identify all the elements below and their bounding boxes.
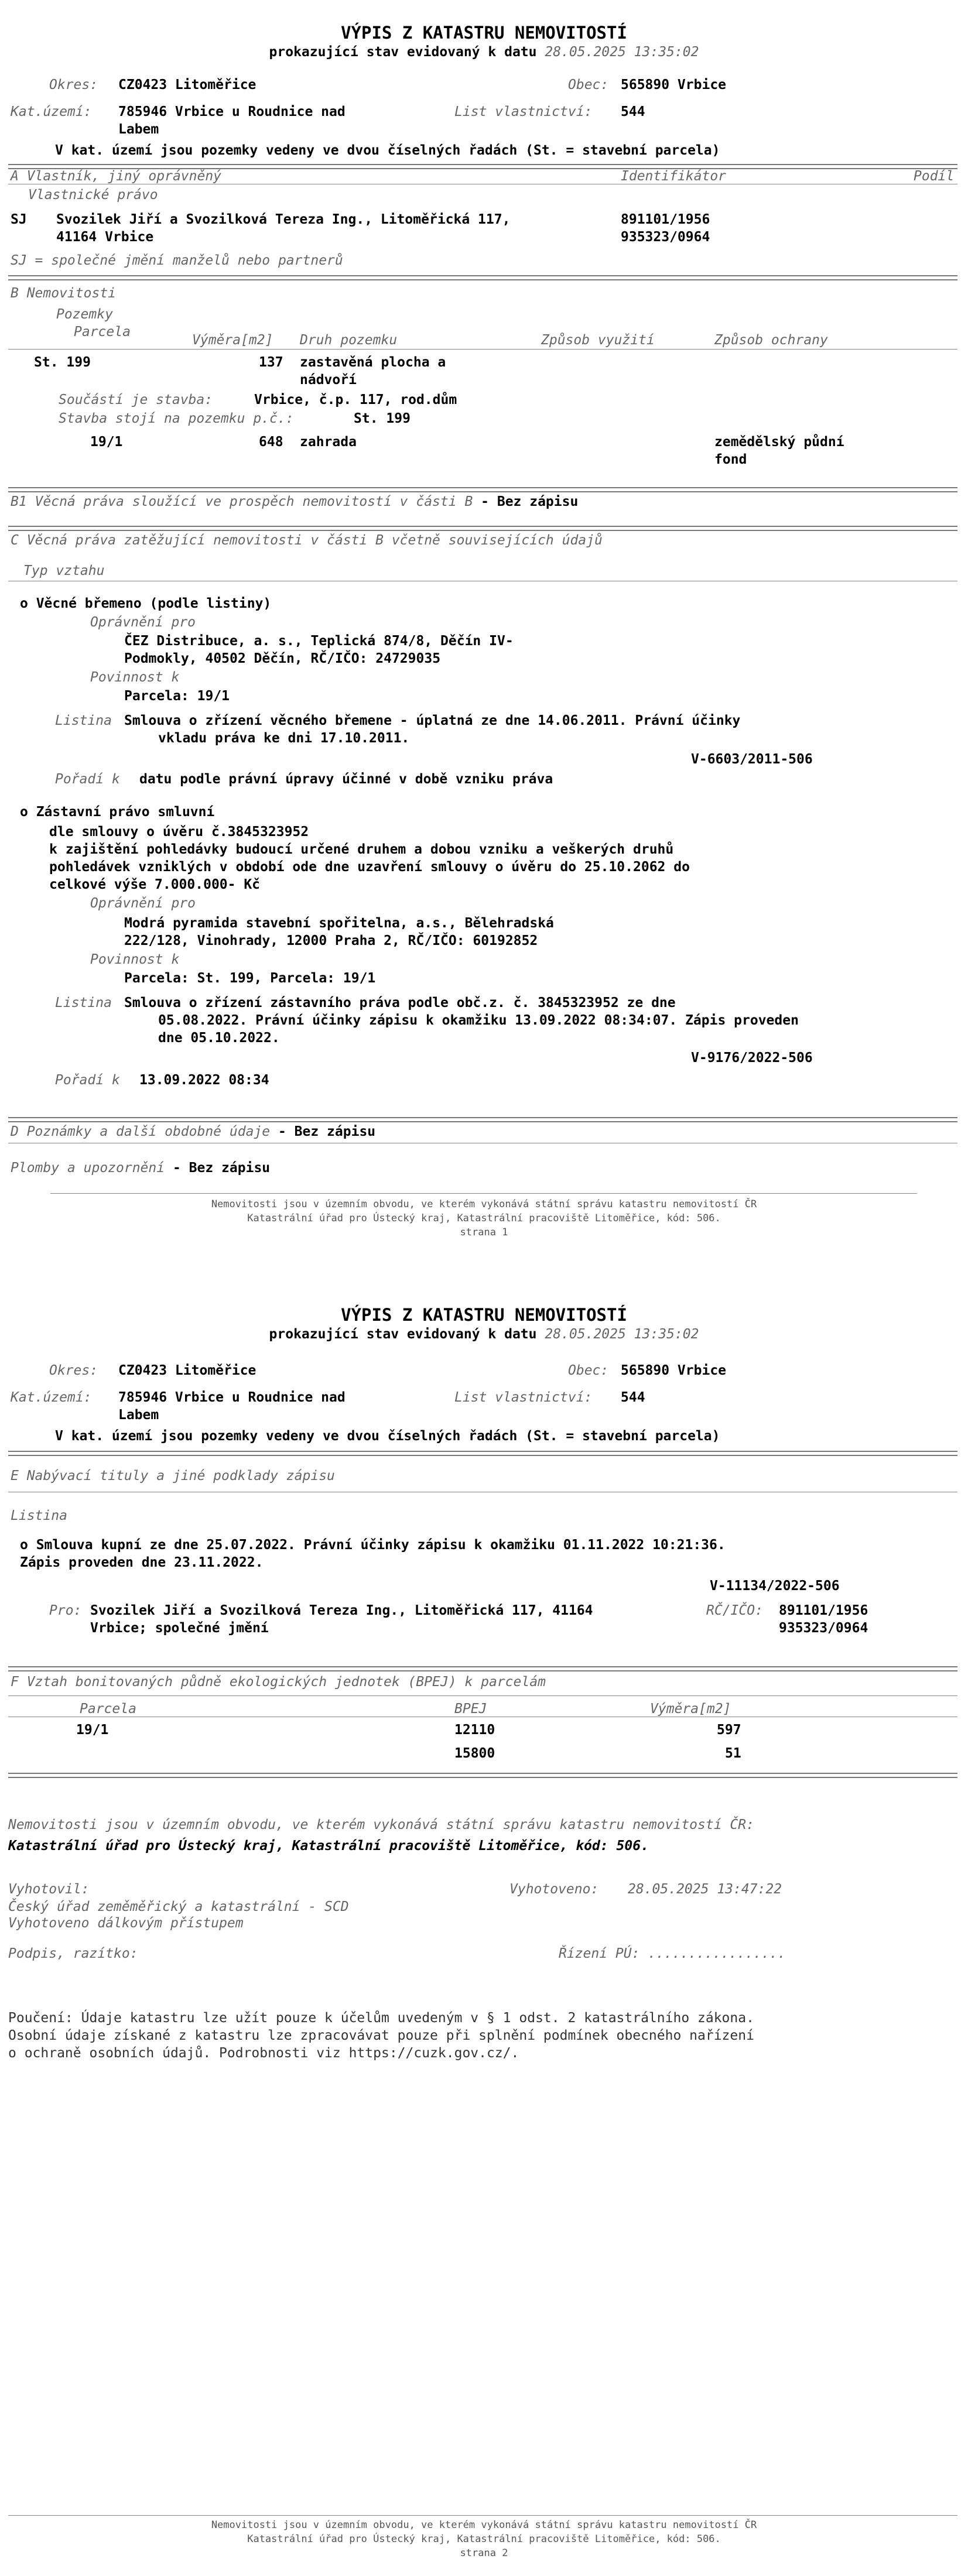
okres-value: CZ0423 Litoměřice <box>118 1363 256 1378</box>
zp-opravneni-2: 222/128, Vinohrady, 12000 Praha 2, RČ/IČO: 60192852 <box>124 933 538 948</box>
f-row-vymera: 51 <box>725 1746 741 1761</box>
listina-label: Listina <box>55 995 112 1010</box>
pouceni-2: Osobní údaje získané z katastru lze zpracovávat pouze při splnění podmínek obecného nařízení <box>8 2028 754 2043</box>
col-ochrana: Způsob ochrany <box>714 333 828 348</box>
divider <box>8 487 957 492</box>
vymera-st199: 137 <box>259 355 283 370</box>
footer1-page: strana 1 <box>460 1227 508 1238</box>
doc-subtitle: prokazující stav evidovaný k datu <box>269 1327 537 1342</box>
vlastnicke-pravo: Vlastnické právo <box>28 187 158 203</box>
ochrana-19-1: zemědělský půdní <box>714 434 844 450</box>
doc-subtitle-line <box>0 43 968 61</box>
doc-subtitle-line-2 <box>0 1325 968 1343</box>
zp-desc-4: celkové výše 7.000.000- Kč <box>49 877 261 892</box>
okres-label: Okres: <box>49 1363 98 1378</box>
vb-poradi: datu podle právní úpravy účinné v době vzniku práva <box>139 772 553 787</box>
rc-value-2: 935323/0964 <box>779 1621 868 1636</box>
f-row-bpej: 12110 <box>454 1722 495 1738</box>
owner-address: 41164 Vrbice <box>56 229 154 245</box>
f-row-parcela: 19/1 <box>76 1722 109 1738</box>
footer2-line1: Nemovitosti jsou v územním obvodu, ve kterém vykonává státní správu katastru nemovitostí ČR <box>211 2519 757 2531</box>
okres-value: CZ0423 Litoměřice <box>118 77 256 93</box>
stavba-label: Stavba stojí na pozemku p.č.: <box>59 411 294 426</box>
soucasti-label: Součástí je stavba: <box>59 392 213 407</box>
ochrana-19-1-2: fond <box>714 452 747 467</box>
section-f-heading: F Vztah bonitovaných půdně ekologických jednotek (BPEJ) k parcelám <box>11 1674 546 1690</box>
vyhotoveno-value: 28.05.2025 13:47:22 <box>628 1882 782 1897</box>
pro-label: Pro: <box>49 1603 82 1618</box>
divider <box>8 1695 957 1696</box>
footer2-line2: Katastrální úřad pro Ústecký kraj, Katastrální pracoviště Litoměřice, kód: 506. <box>247 2533 721 2545</box>
listina-label: Listina <box>55 713 112 728</box>
zp-ref: V-9176/2022-506 <box>691 1050 813 1066</box>
okres-label: Okres: <box>49 77 98 93</box>
doc-title: VÝPIS Z KATASTRU NEMOVITOSTÍ <box>341 23 627 43</box>
zp-povinnost: Parcela: St. 199, Parcela: 19/1 <box>124 971 376 986</box>
section-b1-heading: B1 Věcná práva sloužící ve prospěch nemovitostí v části B <box>11 494 473 509</box>
owner-code: SJ <box>11 212 27 227</box>
f-col-parcela: Parcela <box>80 1701 136 1717</box>
divider <box>8 275 957 280</box>
druh-st199: zastavěná plocha a <box>300 355 446 370</box>
lv-value: 544 <box>621 1390 645 1405</box>
katuzemi-value: 785946 Vrbice u Roudnice nad <box>118 1390 346 1405</box>
povinnost-label: Povinnost k <box>90 670 180 685</box>
vb-opravneni-1: ČEZ Distribuce, a. s., Teplická 874/8, Děčín IV- <box>124 633 514 649</box>
divider <box>8 1451 957 1456</box>
pro-value-1: Svozilek Jiří a Svozilková Tereza Ing., Litoměřická 117, 41164 <box>90 1603 593 1618</box>
zp-listina-2: 05.08.2022. Právní účinky zápisu k okamžiku 13.09.2022 08:34:07. Zápis proveden <box>158 1013 799 1028</box>
zp-poradi: 13.09.2022 08:34 <box>139 1073 269 1088</box>
footer2-page: strana 2 <box>460 2547 508 2559</box>
section-d-value: - Bez zápisu <box>278 1124 376 1139</box>
plomby <box>11 1159 270 1177</box>
listina-label: Listina <box>11 1508 67 1523</box>
katuzemi-label: Kat.území: <box>11 1390 92 1405</box>
owner-ident-2: 935323/0964 <box>621 229 710 245</box>
doc-title-2: VÝPIS Z KATASTRU NEMOVITOSTÍ <box>341 1305 627 1325</box>
obec-value: 565890 Vrbice <box>621 1363 727 1378</box>
section-e-heading: E Nabývací tituly a jiné podklady zápisu <box>11 1468 335 1484</box>
zp-desc-2: k zajištění pohledávky budoucí určené druhem a dobou vzniku a veškerých druhů <box>49 842 674 857</box>
kupni-ref: V-11134/2022-506 <box>710 1578 840 1594</box>
obec-value: 565890 Vrbice <box>621 77 727 93</box>
typ-vztahu: Typ vztahu <box>23 563 105 578</box>
parcela-19-1: 19/1 <box>90 434 123 450</box>
obec-label: Obec: <box>568 1363 609 1378</box>
vb-povinnost: Parcela: 19/1 <box>124 688 230 704</box>
zp-desc-1: dle smlouvy o úvěru č.3845323952 <box>49 824 309 840</box>
vb-listina-1: Smlouva o zřízení věcného břemene - úplatná ze dne 14.06.2011. Právní účinky <box>124 713 741 728</box>
zastavni-pravo-title: o Zástavní právo smluvní <box>20 804 215 820</box>
vymera-19-1: 648 <box>259 434 283 450</box>
sj-note: SJ = společné jmění manželů nebo partnerů <box>11 253 343 268</box>
poradi-label: Pořadí k <box>55 1073 120 1088</box>
zp-listina-3: dne 05.10.2022. <box>158 1030 280 1046</box>
vb-ref: V-6603/2011-506 <box>691 752 813 767</box>
section-b-heading: B Nemovitosti <box>11 286 117 301</box>
section-d-heading: D Poznámky a další obdobné údaje <box>11 1124 271 1139</box>
kupni-smlouva-1: o Smlouva kupní ze dne 25.07.2022. Právní účinky zápisu k okamžiku 01.11.2022 10:21:36. <box>20 1537 726 1553</box>
povinnost-label: Povinnost k <box>90 952 180 967</box>
kupni-smlouva-2: Zápis proveden dne 23.11.2022. <box>20 1555 264 1570</box>
col-podil: Podíl <box>914 169 955 184</box>
section-d <box>11 1123 375 1140</box>
zp-opravneni-1: Modrá pyramida stavební spořitelna, a.s., Bělehradská <box>124 916 554 931</box>
katuzemi-value: 785946 Vrbice u Roudnice nad <box>118 104 346 119</box>
druh-19-1: zahrada <box>300 434 357 450</box>
vb-opravneni-2: Podmokly, 40502 Děčín, RČ/IČO: 24729035 <box>124 651 441 666</box>
col-identifikator: Identifikátor <box>621 169 727 184</box>
footer1-line1: Nemovitosti jsou v územním obvodu, ve kterém vykonává státní správu katastru nemovitostí ČR <box>211 1198 757 1210</box>
rc-value-1: 891101/1956 <box>779 1603 868 1618</box>
doc-subtitle: prokazující stav evidovaný k datu <box>269 44 537 60</box>
vb-listina-2: vkladu práva ke dni 17.10.2011. <box>158 731 410 746</box>
plomby-value: - Bez zápisu <box>172 1160 271 1176</box>
divider <box>8 1773 957 1778</box>
katuzemi-value-2: Labem <box>118 122 159 137</box>
lv-value: 544 <box>621 104 645 119</box>
podpis-label: Podpis, razítko: <box>8 1946 138 1961</box>
vyhotoveno-label: Vyhotoveno: <box>509 1882 599 1897</box>
obec-label: Obec: <box>568 77 609 93</box>
zp-listina-1: Smlouva o zřízení zástavního práva podle obč.z. č. 3845323952 ze dne <box>124 995 676 1010</box>
footer-rule <box>8 2515 957 2516</box>
soucasti-value: Vrbice, č.p. 117, rod.dům <box>254 392 457 407</box>
opravneni-label: Oprávnění pro <box>90 615 196 630</box>
closing-line2: Katastrální úřad pro Ústecký kraj, Katastrální pracoviště Litoměřice, kód: 506. <box>8 1838 649 1854</box>
pozemky-label: Pozemky <box>56 307 113 322</box>
plomby-label: Plomby a upozornění <box>11 1160 165 1176</box>
opravneni-label: Oprávnění pro <box>90 896 196 911</box>
section-b1-value: - Bez zápisu <box>481 494 579 509</box>
pro-value-2: Vrbice; společné jmění <box>90 1621 269 1636</box>
doc-date: 28.05.2025 13:35:02 <box>545 44 699 60</box>
pouceni-3: o ochraně osobních údajů. Podrobnosti viz https://cuzk.gov.cz/. <box>8 2046 519 2061</box>
druh-st199-2: nádvoří <box>300 372 357 388</box>
col-parcela: Parcela <box>74 324 131 340</box>
katuzemi-note: V kat. území jsou pozemky vedeny ve dvou číselných řadách (St. = stavební parcela) <box>55 1429 720 1444</box>
stavba-value: St. 199 <box>354 411 411 426</box>
owner-name: Svozilek Jiří a Svozilková Tereza Ing., Litoměřická 117, <box>56 212 511 227</box>
zp-desc-3: pohledávek vzniklých v období ode dne uzavření smlouvy o úvěru do 25.10.2062 do <box>49 859 690 875</box>
divider <box>8 349 957 350</box>
col-vymera: Výměra[m2] <box>192 333 273 348</box>
owner-ident-1: 891101/1956 <box>621 212 710 227</box>
divider <box>8 1666 957 1671</box>
doc-date: 28.05.2025 13:35:02 <box>545 1327 699 1342</box>
f-row-bpej: 15800 <box>454 1746 495 1761</box>
vyhotovil-value-2: Vyhotoveno dálkovým přístupem <box>8 1916 244 1931</box>
footer1-line2: Katastrální úřad pro Ústecký kraj, Katastrální pracoviště Litoměřice, kód: 506. <box>247 1212 721 1224</box>
closing-line1: Nemovitosti jsou v územním obvodu, ve kterém vykonává státní správu katastru nemovitostí ČR: <box>8 1817 754 1832</box>
col-druh: Druh pozemku <box>300 333 398 348</box>
f-col-vymera: Výměra[m2] <box>650 1701 731 1717</box>
katuzemi-label: Kat.území: <box>11 104 92 119</box>
parcela-st199: St. 199 <box>34 355 91 370</box>
divider <box>8 526 957 531</box>
pouceni-1: Poučení: Údaje katastru lze užít pouze k účelům uvedeným v § 1 odst. 2 katastrálního zákona. <box>8 2010 754 2026</box>
divider <box>8 1117 957 1122</box>
poradi-label: Pořadí k <box>55 772 120 787</box>
section-b1 <box>11 493 578 511</box>
rizeni-pu: Řízení PÚ: ................. <box>559 1946 786 1961</box>
f-col-bpej: BPEJ <box>454 1701 487 1717</box>
f-row-vymera: 597 <box>717 1722 741 1738</box>
vyhotovil-label: Vyhotovil: <box>8 1882 90 1897</box>
katuzemi-note: V kat. území jsou pozemky vedeny ve dvou číselných řadách (St. = stavební parcela) <box>55 143 720 158</box>
vyhotovil-value-1: Český úřad zeměměřický a katastrální - SCD <box>8 1899 349 1914</box>
katuzemi-value-2: Labem <box>118 1407 159 1423</box>
footer-rule <box>50 1193 917 1194</box>
lv-label: List vlastnictví: <box>454 104 593 119</box>
section-a-heading: A Vlastník, jiný oprávněný <box>11 169 222 184</box>
lv-label: List vlastnictví: <box>454 1390 593 1405</box>
rc-label: RČ/IČO: <box>706 1603 763 1618</box>
vecne-bremeno-title: o Věcné břemeno (podle listiny) <box>20 596 272 611</box>
section-c-heading: C Věcná práva zatěžující nemovitosti v části B včetně souvisejících údajů <box>11 533 603 548</box>
col-vyuziti: Způsob využití <box>541 333 655 348</box>
